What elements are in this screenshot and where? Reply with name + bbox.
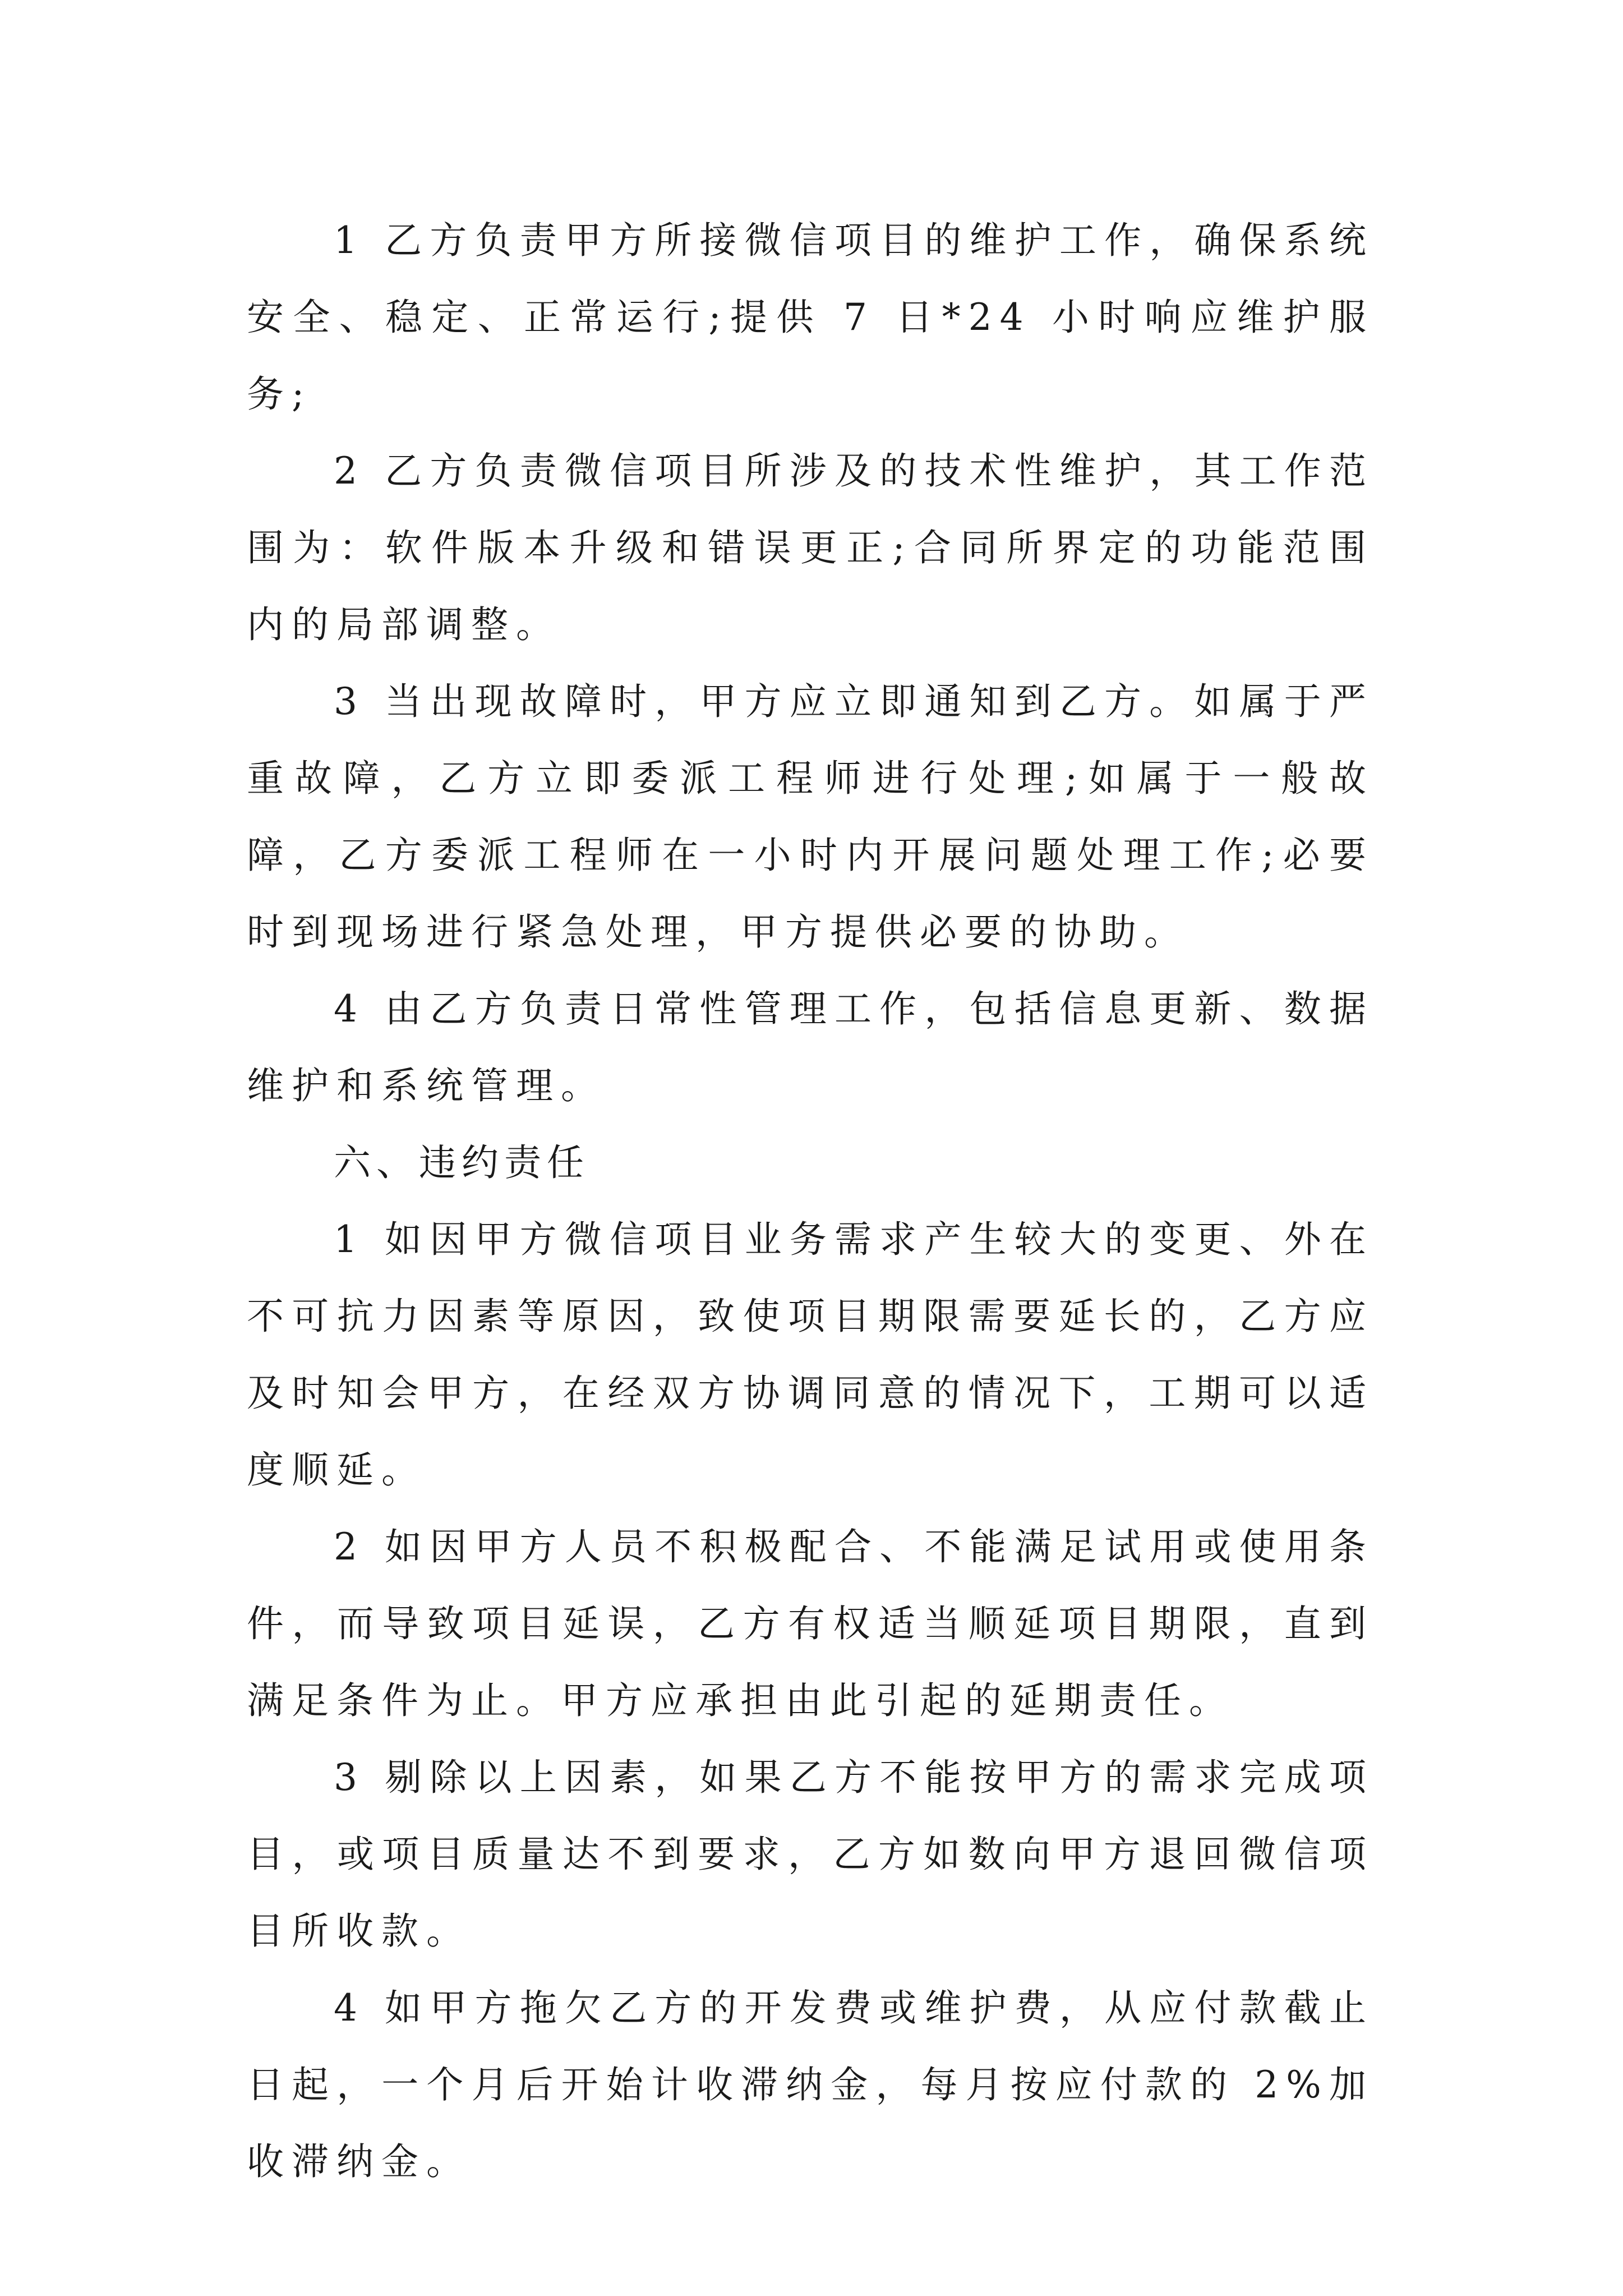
- paragraph-maintenance-2: 2 乙方负责微信项目所涉及的技术性维护，其工作范围为：软件版本升级和错误更正;合同所界定的功能范围内的局部调整。: [247, 449, 1374, 646]
- paragraph-liability-3: 3 剔除以上因素，如果乙方不能按甲方的需求完成项目，或项目质量达不到要求，乙方如数向甲方退回微信项目所收款。: [247, 1756, 1374, 1953]
- paragraph-liability-2: 2 如因甲方人员不积极配合、不能满足试用或使用条件，而导致项目延误，乙方有权适当顺延项目期限，直到满足条件为止。甲方应承担由此引起的延期责任。: [247, 1525, 1374, 1722]
- paragraph-liability-1: 1 如因甲方微信项目业务需求产生较大的变更、外在不可抗力因素等原因，致使项目期限需要延长的，乙方应及时知会甲方，在经双方协调同意的情况下，工期可以适度顺延。: [247, 1218, 1374, 1492]
- paragraph-maintenance-3: 3 当出现故障时，甲方应立即通知到乙方。如属于严重故障，乙方立即委派工程师进行处理;如属于一般故障，乙方委派工程师在一小时内开展问题处理工作;必要时到现场进行紧急处理，甲方提供必要的协助。: [247, 680, 1374, 954]
- paragraph-liability-4: 4 如甲方拖欠乙方的开发费或维护费，从应付款截止日起，一个月后开始计收滞纳金，每月按应付款的 2%加收滞纳金。: [247, 1986, 1374, 2183]
- paragraph-maintenance-4: 4 由乙方负责日常性管理工作，包括信息更新、数据维护和系统管理。: [247, 987, 1374, 1107]
- section-heading-liability: 六、违约责任: [334, 1141, 589, 1184]
- paragraph-maintenance-1: 1 乙方负责甲方所接微信项目的维护工作，确保系统安全、稳定、正常运行;提供 7 日*24 小时响应维护服务;: [247, 219, 1374, 416]
- document-body: [247, 202, 1374, 2200]
